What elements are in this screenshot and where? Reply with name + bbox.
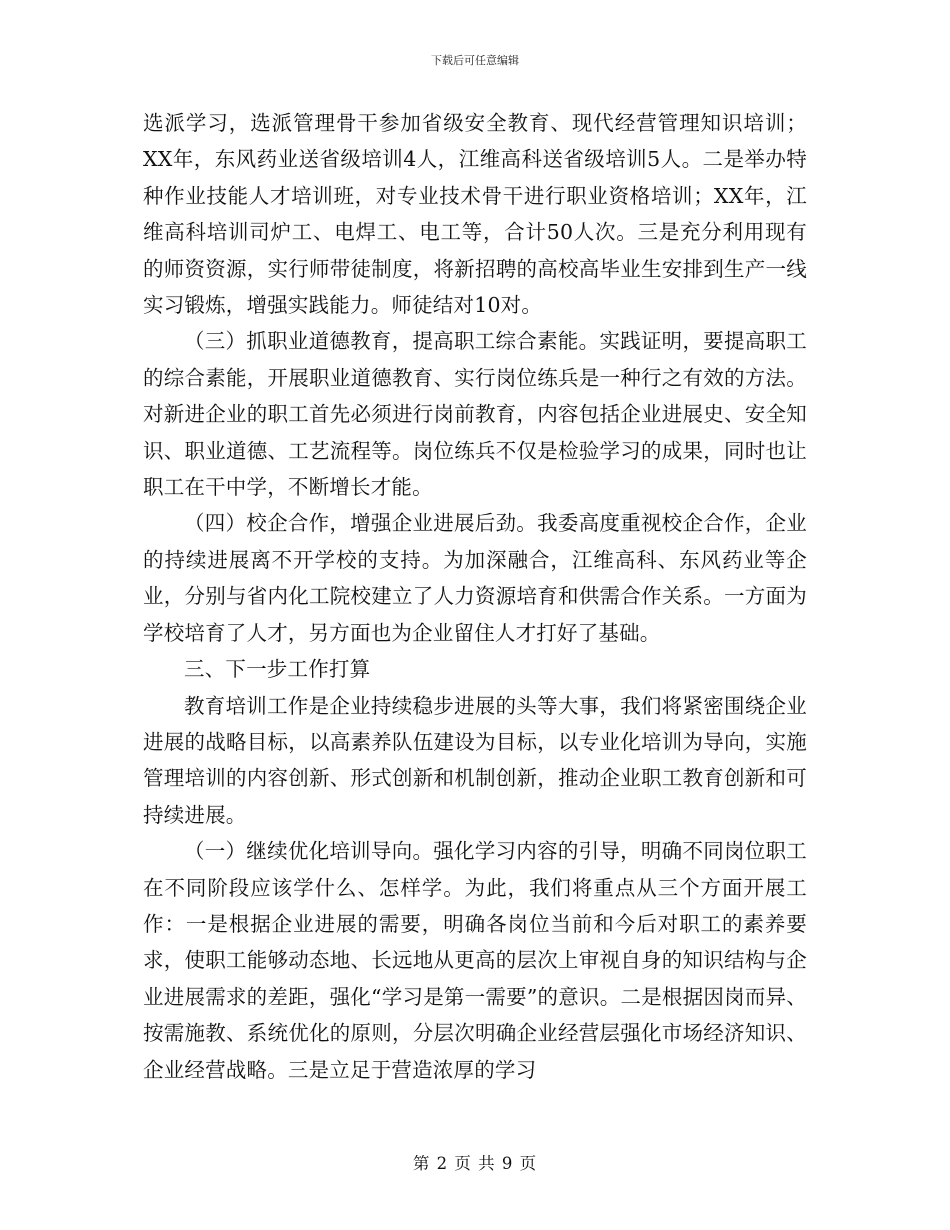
paragraph-plan-one: （一）继续优化培训导向。强化学习内容的引导，明确不同岗位职工在不同阶段应该学什么、怎样学。为此，我们将重点从三个方面开展工作：一是根据企业进展的需要，明确各岗位当前和今后对职工的素养要求，使职工能够动态地、长远地从更高的层次上审视自身的知识结构与企业进展需求的差距，强化“学习是第一需要”的意识。二是根据因岗而异、按需施教、系统优化的原则，分层次明确企业经营层强化市场经济知识、企业经营战略。三是立足于营造浓厚的学习 xyxy=(143,839,807,1082)
section-heading: 三、下一步工作打算 xyxy=(184,657,371,682)
document-body xyxy=(143,105,807,1088)
page-header: 下载后可任意编辑 xyxy=(431,54,519,67)
paragraph-section-four: （四）校企合作，增强企业进展后劲。我委高度重视校企合作，企业的持续进展离不开学校的支持。为加深融合，江维高科、东风药业等企业，分别与省内化工院校建立了人力资源培育和供需合作关系。一方面为学校培育了人才，另方面也为企业留住人才打好了基础。 xyxy=(143,511,807,645)
paragraph-section-three: （三）抓职业道德教育，提高职工综合素能。实践证明，要提高职工的综合素能，开展职业道德教育、实行岗位练兵是一种行之有效的方法。对新进企业的职工首先必须进行岗前教育，内容包括企业进展史、安全知识、职业道德、工艺流程等。岗位练兵不仅是检验学习的成果，同时也让职工在干中学，不断增长才能。 xyxy=(143,329,807,500)
paragraph-plan-intro: 教育培训工作是企业持续稳步进展的头等大事，我们将紧密围绕企业进展的战略目标，以高素养队伍建设为目标，以专业化培训为导向，实施管理培训的内容创新、形式创新和机制创新，推动企业职工教育创新和可持续进展。 xyxy=(143,693,807,827)
paragraph-continued: 选派学习，选派管理骨干参加省级安全教育、现代经营管理知识培训；XX年，东风药业送省级培训4人，江维高科送省级培训5人。二是举办特种作业技能人才培训班，对专业技术骨干进行职业资格培训；XX年，江维高科培训司炉工、电焊工、电工等，合计50人次。三是充分利用现有的师资资源，实行师带徒制度，将新招聘的高校高毕业生安排到生产一线实习锻炼，增强实践能力。师徒结对10对。 xyxy=(143,111,807,318)
page-number-footer: 第 2 页 共 9 页 xyxy=(412,1154,538,1173)
